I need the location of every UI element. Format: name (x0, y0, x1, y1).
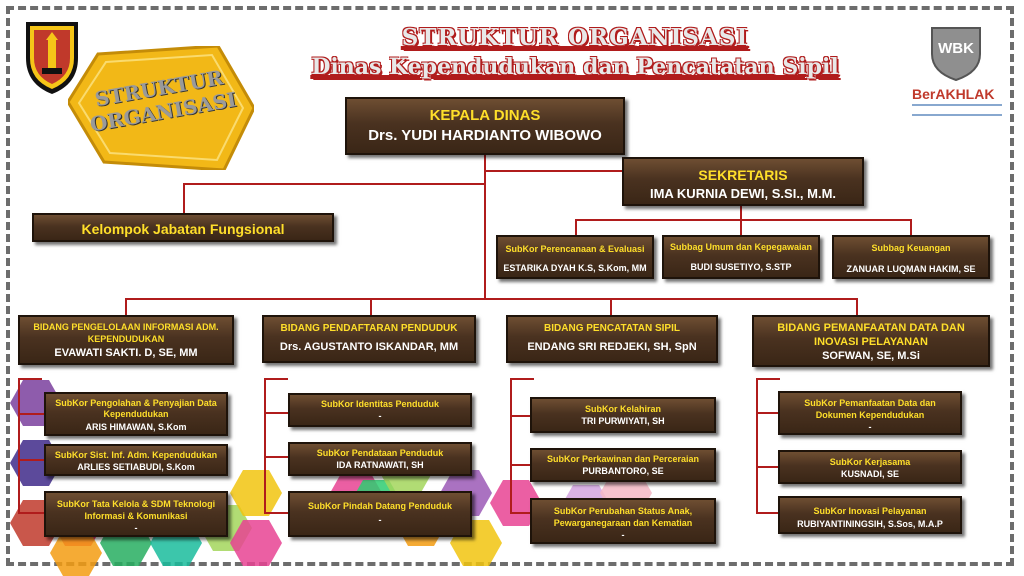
page-title-line1: STRUKTUR ORGANISASI (401, 24, 749, 51)
berakhlak-tagline-lines (912, 104, 1002, 116)
wbk-logo (926, 24, 986, 82)
subbag-umum-title: Subbag Umum dan Kepegawaian (669, 242, 813, 252)
bidang-pendaftaran-name: Drs. AGUSTANTO ISKANDAR, MM (279, 341, 459, 353)
subkor-kelahiran-box (530, 397, 716, 433)
kepala-dinas-title: KEPALA DINAS (429, 107, 541, 124)
bidang-pendaftaran-box (262, 315, 476, 363)
subkor-identitas-box (288, 393, 472, 427)
struktur-organisasi-badge (68, 46, 254, 170)
bidang-pemanfaatan-title: BIDANG PEMANFAATAN DATA DAN INOVASI PELAYANAN (777, 322, 965, 348)
bidang-pengelolaan-name: EVAWATI SAKTI. D, SE, MM (54, 347, 198, 359)
subbag-keuangan-box (832, 235, 990, 279)
subkor-pindah-datang-box (288, 491, 472, 537)
subkor-perkawinan-title: SubKor Perkawinan dan Perceraian (546, 454, 700, 464)
bidang-pengelolaan-title: BIDANG PENGELOLAAN INFORMASI ADM. KEPENDUDUKAN (33, 322, 219, 344)
badge-label: STRUKTUR ORGANISASI (88, 65, 239, 137)
bidang-pendaftaran-title: BIDANG PENDAFTARAN PENDUDUK (280, 323, 458, 334)
subkor-pindah-datang-title: SubKor Pindah Datang Penduduk (307, 501, 452, 511)
subkor-identitas-name: - (378, 411, 382, 421)
subkor-perubahan-status-name: - (621, 530, 625, 540)
subkor-tata-kelola-box (44, 491, 228, 537)
subkor-perencanaan-box (496, 235, 654, 279)
subkor-perencanaan-title: SubKor Perencanaan & Evaluasi (505, 244, 645, 254)
subkor-pemanfaatan-data-box (778, 391, 962, 435)
subkor-perencanaan-name: ESTARIKA DYAH K.S, S.Kom, MM (503, 263, 647, 273)
subkor-sistem-informasi-title: SubKor Sist. Inf. Adm. Kependudukan (54, 450, 218, 460)
subkor-pindah-datang-name: - (378, 515, 382, 525)
bidang-pemanfaatan-name: SOFWAN, SE, M.Si (822, 350, 920, 362)
bidang-pencatatan-title: BIDANG PENCATATAN SIPIL (544, 323, 680, 334)
kepala-dinas-box (345, 97, 625, 155)
subkor-pemanfaatan-data-name: - (868, 422, 872, 432)
page-title-line2: Dinas Kependudukan dan Pencatatan Sipil (311, 54, 839, 80)
wbk-logo-text: WBK (938, 40, 974, 57)
subkor-pengolahan-title: SubKor Pengolahan & Penyajian Data Kependudukan (55, 398, 217, 419)
subkor-perkawinan-name: PURBANTORO, SE (582, 466, 664, 476)
subkor-kerjasama-box (778, 450, 962, 484)
subkor-pendataan-box (288, 442, 472, 476)
subkor-pengolahan-box (44, 392, 228, 436)
sekretaris-box (622, 157, 864, 206)
subkor-tata-kelola-title: SubKor Tata Kelola & SDM Teknologi Informasi & Komunikasi (56, 499, 216, 521)
bidang-pencatatan-name: ENDANG SRI REDJEKI, SH, SpN (527, 341, 697, 353)
bidang-pengelolaan-box (18, 315, 234, 365)
subkor-perubahan-status-title: SubKor Perubahan Status Anak, Pewarganegaraan dan Kematian (553, 506, 693, 528)
subbag-umum-box (662, 235, 820, 279)
subkor-kerjasama-title: SubKor Kerjasama (829, 457, 911, 467)
subbag-keuangan-title: Subbag Keuangan (871, 243, 951, 253)
subkor-identitas-title: SubKor Identitas Penduduk (320, 399, 439, 409)
subkor-kerjasama-name: KUSNADI, SE (840, 469, 899, 479)
subkor-inovasi-box (778, 496, 962, 534)
subkor-tata-kelola-name: - (134, 523, 138, 533)
subkor-kelahiran-name: TRI PURWIYATI, SH (581, 416, 665, 426)
subkor-sistem-informasi-name: ARLIES SETIABUDI, S.Kom (77, 462, 195, 472)
subbag-umum-name: BUDI SUSETIYO, S.STP (690, 262, 792, 272)
subbag-keuangan-name: ZANUAR LUQMAN HAKIM, SE (846, 264, 976, 274)
subkor-pengolahan-name: ARIS HIMAWAN, S.Kom (85, 422, 187, 432)
bidang-pencatatan-box (506, 315, 718, 363)
sekretaris-title: SEKRETARIS (698, 167, 788, 183)
bidang-pemanfaatan-box (752, 315, 990, 367)
sekretaris-name: IMA KURNIA DEWI, S.SI., M.M. (649, 186, 837, 201)
kepala-dinas-name: Drs. YUDI HARDIANTO WIBOWO (368, 127, 602, 144)
subkor-inovasi-name: RUBIYANTININGSIH, S.Sos, M.A.P (797, 519, 943, 529)
subkor-pendataan-title: SubKor Pendataan Penduduk (316, 448, 444, 458)
kelompok-fungsional-title: Kelompok Jabatan Fungsional (81, 221, 285, 237)
subkor-kelahiran-title: SubKor Kelahiran (584, 404, 661, 414)
subkor-pendataan-name: IDA RATNAWATI, SH (336, 460, 424, 470)
subkor-pemanfaatan-data-title: SubKor Pemanfaatan Data dan Dokumen Kependudukan (804, 398, 936, 420)
kelompok-fungsional-box (32, 213, 334, 242)
subkor-perubahan-status-box (530, 498, 716, 544)
subkor-perkawinan-box (530, 448, 716, 482)
subkor-sistem-informasi-box (44, 444, 228, 476)
subkor-inovasi-title: SubKor Inovasi Pelayanan (813, 506, 927, 516)
berakhlak-logo: BerAKHLAK (912, 86, 995, 102)
